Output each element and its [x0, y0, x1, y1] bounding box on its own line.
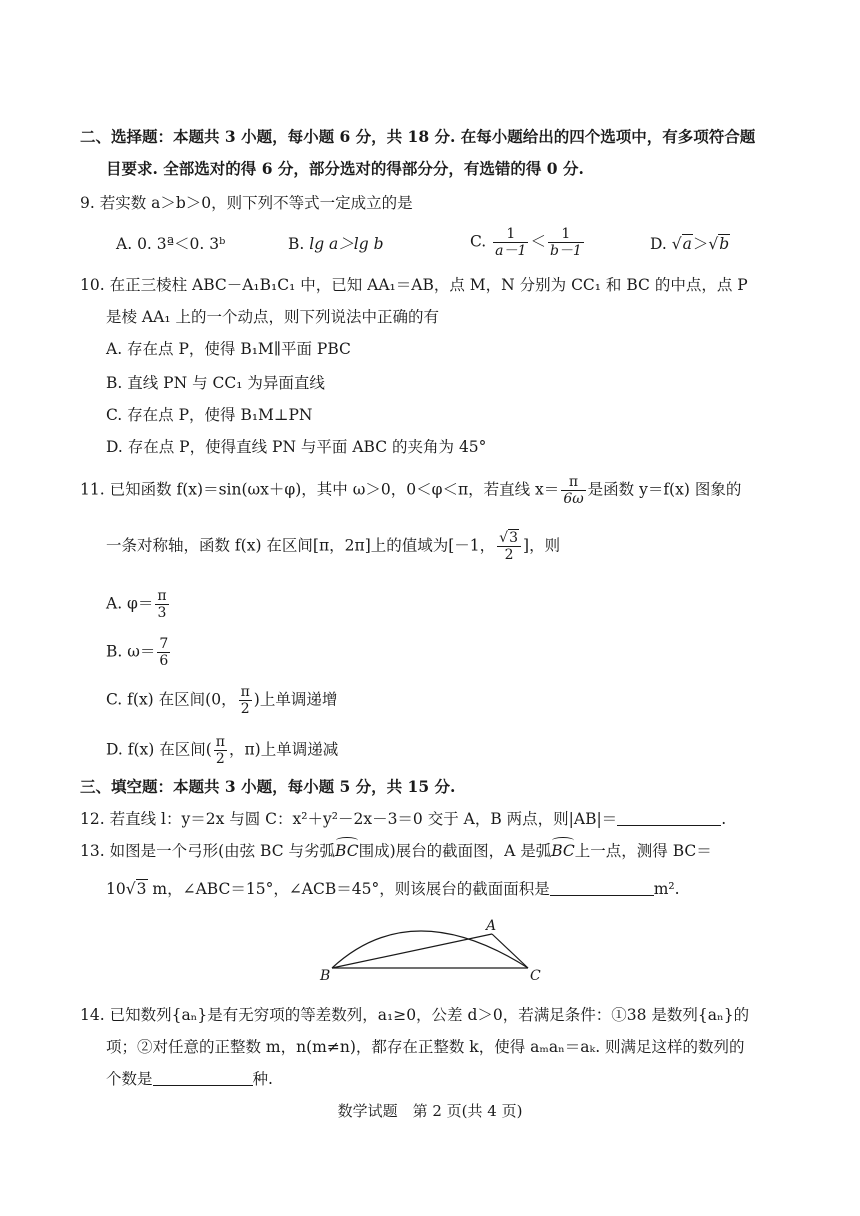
q10-option-b: B. 直线 PN 与 CC₁ 为异面直线	[106, 374, 325, 392]
q10-option-c: C. 存在点 P，使得 B₁M⊥PN	[106, 406, 313, 424]
q13-line1: 13. 如图是一个弓形(由弦 BC 与劣弧BC围成)展台的截面图，A 是弧BC上一点，测得 BC＝	[80, 842, 712, 860]
label-c: C	[530, 968, 541, 984]
q11-option-d: D. f(x) 在区间( $\frac{\pi}{2}$ ，π)上单调递减	[106, 734, 339, 767]
q9-option-b-label: B.	[288, 235, 310, 253]
q13-segment-figure	[310, 912, 550, 984]
q9-option-c: C. $\frac{1}{a-1}$ ＜ $\frac{1}{b-1}$	[470, 226, 582, 259]
q10-option-a: A. 存在点 P，使得 B₁M∥平面 PBC	[106, 340, 351, 358]
q9-option-d: D. √a＞√b	[650, 235, 730, 253]
q9-c-fraction-right: $\frac{1}{b-1}$	[549, 226, 582, 259]
q10-option-d: D. 存在点 P，使得直线 PN 与平面 ABC 的夹角为 45°	[106, 438, 487, 456]
q9-option-b	[288, 233, 384, 255]
section2-title-line2: 目要求. 全部选对的得 6 分，部分选对的得部分分，有选错的得 0 分.	[106, 159, 584, 178]
q11-option-c: C. f(x) 在区间(0， $\frac{\pi}{2}$ )上单调递增	[106, 684, 338, 717]
q9-option-a	[116, 233, 225, 255]
q11-option-a: A. φ＝ $\frac{\pi}{3}$	[106, 588, 167, 621]
q10-stem-line2: 是棱 AA₁ 上的一个动点，则下列说法中正确的有	[106, 308, 439, 326]
q11-fraction-sqrt3-over-2: $\frac{√3}{2}$	[497, 530, 521, 563]
section2-title-line1: 二、选择题：本题共 3 小题，每小题 6 分，共 18 分. 在每小题给出的四个选项中，有多项符合题	[80, 127, 756, 146]
q9-option-b-text: lg a＞lg b	[309, 235, 384, 253]
q9-option-a-text: 0. 3ª＜0. 3ᵇ	[137, 235, 226, 253]
q9-c-fraction-left: $\frac{1}{a-1}$	[495, 226, 527, 259]
q9-stem: 9. 若实数 a＞b＞0，则下列不等式一定成立的是	[80, 194, 413, 212]
arc-bc	[332, 931, 528, 968]
q9-option-d-label: D.	[650, 235, 672, 253]
q9-option-a-label: A.	[116, 235, 138, 253]
label-a: A	[486, 918, 497, 934]
q13-arc-bc: BC	[335, 842, 359, 860]
q11-fraction-pi-over-6omega: $\frac{\pi}{6\omega}$	[563, 474, 584, 507]
section3-title: 三、填空题：本题共 3 小题，每小题 5 分，共 15 分.	[80, 777, 456, 796]
q9-option-c-label: C.	[470, 232, 492, 251]
segment-ba	[332, 934, 492, 968]
q10-stem-line1: 10. 在正三棱柱 ABC－A₁B₁C₁ 中，已知 AA₁＝AB，点 M，N 分别为 CC₁ 和 BC 的中点，点 P	[80, 276, 748, 294]
q14-line1: 14. 已知数列{aₙ}是有无穷项的等差数列，a₁≥0，公差 d＞0，若满足条件：①38 是数列{aₙ}的	[80, 1006, 750, 1024]
q14-line3: 个数是 种.	[106, 1070, 273, 1088]
q13-arc-bc-2: BC	[551, 842, 575, 860]
q14-answer-blank[interactable]	[153, 1069, 253, 1086]
label-b: B	[320, 968, 331, 984]
q12-answer-blank[interactable]	[617, 809, 721, 826]
q11-stem-line1: 11. 已知函数 f(x)＝sin(ωx＋φ)，其中 ω＞0，0＜φ＜π，若直线 x＝ $\frac{\pi}{6\omega}$ 是函数 y＝f(x) 图象的	[80, 474, 742, 507]
q12-text: 12. 若直线 l：y＝2x 与圆 C：x²＋y²－2x－3＝0 交于 A，B 两点，则|AB|＝ .	[80, 810, 727, 828]
q14-line2: 项；②对任意的正整数 m，n(m≠n)，都存在正整数 k，使得 aₘaₙ＝aₖ. 则满足这样的数列的	[106, 1038, 745, 1056]
page-footer: 数学试题 第 2 页(共 4 页)	[337, 1102, 523, 1120]
q13-line2: 10√3 m，∠ABC＝15°，∠ACB＝45°，则该展台的截面面积是 m².	[106, 880, 680, 898]
q11-stem-line2: 一条对称轴，函数 f(x) 在区间[π，2π]上的值域为[－1， $\frac{√3}{2}$ ]，则	[106, 530, 561, 563]
q13-answer-blank[interactable]	[550, 879, 654, 896]
q11-option-b: B. ω＝ $\frac{7}{6}$	[106, 636, 169, 669]
